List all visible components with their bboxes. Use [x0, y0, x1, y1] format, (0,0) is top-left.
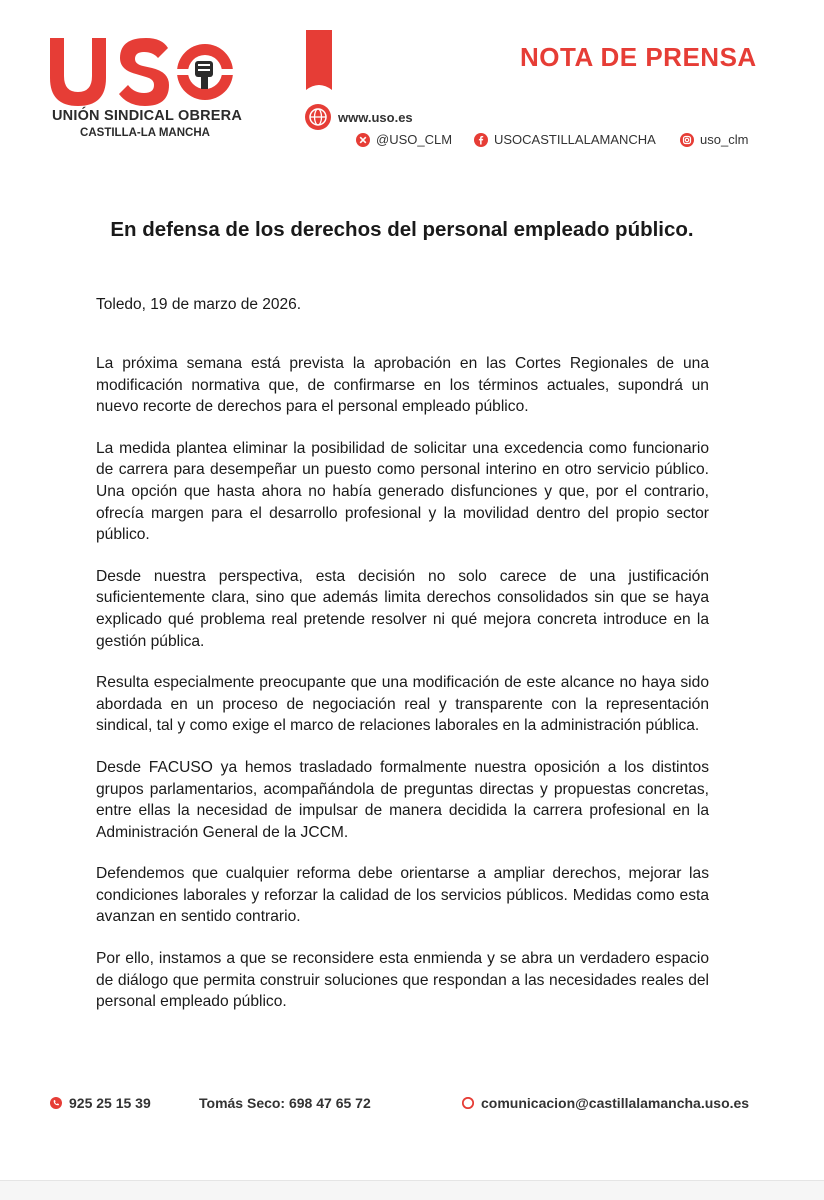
instagram-link[interactable]	[680, 132, 748, 147]
facebook-icon	[474, 133, 488, 147]
page-title: En defensa de los derechos del personal empleado público.	[110, 218, 694, 241]
email-icon	[462, 1097, 474, 1109]
email-address: comunicacion@castillalamancha.uso.es	[481, 1095, 750, 1111]
paragraph: Defendemos que cualquier reforma debe orientarse a ampliar derechos, mejorar las condiciones laborales y reforzar la calidad de los servicios públicos. Medidas como esta avanzan en sentido contrario.	[96, 865, 709, 926]
article-body	[96, 353, 709, 1033]
paragraph: Por ello, instamos a que se reconsidere esta enmienda y se abra un verdadero espacio de diálogo que permita construir soluciones que respondan a las necesidades reales del personal empleado público.	[96, 950, 709, 1011]
twitter-link[interactable]	[356, 132, 452, 147]
footer-phone[interactable]	[50, 1095, 151, 1111]
document-type-heading: NOTA DE PRENSA	[520, 42, 757, 72]
region-name: CASTILLA-LA MANCHA	[80, 127, 210, 139]
facebook-link[interactable]	[474, 132, 656, 147]
facebook-handle: USOCASTILLALAMANCHA	[494, 132, 656, 147]
footer-contact	[199, 1095, 371, 1111]
globe-icon	[304, 103, 332, 131]
phone-number: 925 25 15 39	[69, 1095, 151, 1111]
instagram-handle: uso_clm	[700, 132, 749, 147]
paragraph: La próxima semana está prevista la aprobación en las Cortes Regionales de una modificación normativa que, de confirmarse en los términos actuales, supondrá un nuevo recorte de derechos para el personal empleado público.	[96, 355, 709, 416]
contact-person: Tomás Seco: 698 47 65 72	[199, 1095, 371, 1111]
phone-icon	[50, 1097, 62, 1109]
footer-email[interactable]	[462, 1095, 749, 1111]
website-text: www.uso.es	[338, 109, 413, 125]
header-red-tab	[306, 30, 332, 102]
paragraph: Desde nuestra perspectiva, esta decisión no solo carece de una justificación suficientemente clara, sino que además limita derechos consolidados sin que se haya explicado qué problema real pretende resolver ni qué mejora concreta introduce en la gestión pública.	[96, 567, 709, 650]
paragraph: Desde FACUSO ya hemos trasladado formalmente nuestra oposición a los distintos grupos parlamentarios, acompañándola de preguntas directas y propuestas concretas, entre ellas la necesidad de impulsar de manera decidida la carrera profesional en la Administración General de la JCCM.	[96, 758, 709, 841]
dateline: Toledo, 19 de marzo de 2026.	[96, 296, 302, 313]
website-link[interactable]	[304, 103, 413, 131]
twitter-handle: @USO_CLM	[376, 132, 453, 147]
paragraph: La medida plantea eliminar la posibilidad de solicitar una excedencia como funcionario de carrera para desempeñar un puesto como personal interino en otro servicio público. Una opción que hasta ahora no había generado disfunciones y que, por el contrario, ofrecía margen para el desarrollo profesional y la movilidad dentro del propio sector público.	[96, 439, 709, 544]
uso-logo	[48, 36, 238, 108]
x-twitter-icon	[356, 133, 370, 147]
paragraph: Resulta especialmente preocupante que una modificación de este alcance no haya sido abordada en un proceso de negociación real y transparente con la representación sindical, tal y como exige el marco de relaciones laborales en la administración pública.	[96, 674, 709, 735]
union-name: UNIÓN SINDICAL OBRERA	[52, 108, 243, 124]
instagram-icon	[680, 133, 694, 147]
